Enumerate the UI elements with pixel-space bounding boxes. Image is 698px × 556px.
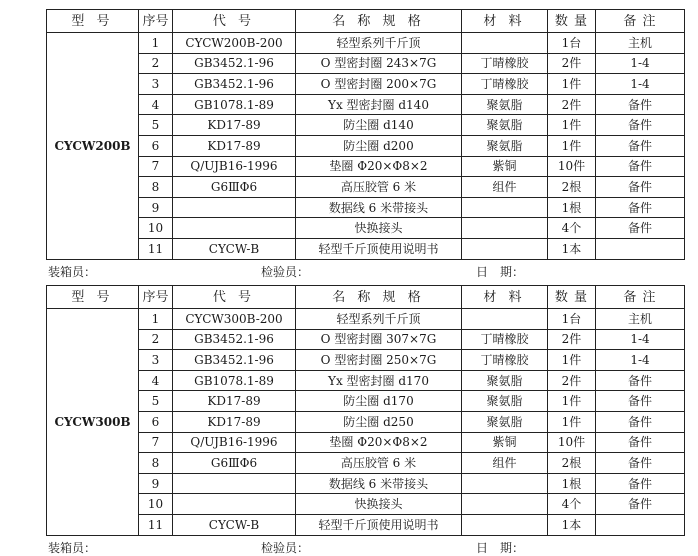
table-row (47, 370, 685, 391)
row-remark: 备件 (596, 411, 685, 432)
row-material (462, 514, 548, 535)
row-remark: 备件 (596, 494, 685, 515)
row-material: 聚氨脂 (462, 115, 548, 136)
row-no: 1 (139, 309, 173, 330)
row-code: Q/UJB16-1996 (173, 432, 296, 453)
header-no: 序号 (139, 286, 173, 309)
row-material: 丁晴橡胶 (462, 329, 548, 350)
row-no: 7 (139, 156, 173, 177)
row-code: KD17-89 (173, 115, 296, 136)
row-code: Q/UJB16-1996 (173, 156, 296, 177)
row-remark: 备件 (596, 94, 685, 115)
row-remark: 主机 (596, 33, 685, 54)
row-remark: 备件 (596, 218, 685, 239)
row-remark: 备件 (596, 432, 685, 453)
table-row (47, 197, 685, 218)
row-qty: 1台 (548, 309, 596, 330)
row-no: 10 (139, 218, 173, 239)
row-material: 丁晴橡胶 (462, 350, 548, 371)
row-no: 8 (139, 177, 173, 198)
model-cell: CYCW300B (47, 309, 139, 536)
row-name: 垫圈 Φ20×Φ8×2 (296, 156, 462, 177)
row-code: CYCW300B-200 (173, 309, 296, 330)
table-row (47, 33, 685, 54)
row-material: 聚氨脂 (462, 370, 548, 391)
row-remark (596, 514, 685, 535)
header-no: 序号 (139, 10, 173, 33)
row-qty: 2根 (548, 177, 596, 198)
row-name: O 型密封圈 250×7G (296, 350, 462, 371)
row-name: Yx 型密封圈 d140 (296, 94, 462, 115)
row-qty: 10件 (548, 432, 596, 453)
row-qty: 1台 (548, 33, 596, 54)
row-qty: 1根 (548, 473, 596, 494)
date-label: 日 期： (476, 264, 525, 279)
row-no: 10 (139, 494, 173, 515)
table-row (47, 94, 685, 115)
row-remark (596, 238, 685, 259)
row-code: GB3452.1-96 (173, 74, 296, 95)
row-no: 5 (139, 391, 173, 412)
row-code: CYCW200B-200 (173, 33, 296, 54)
table-row (47, 453, 685, 474)
row-no: 9 (139, 197, 173, 218)
row-material: 组件 (462, 177, 548, 198)
row-material (462, 218, 548, 239)
row-no: 4 (139, 370, 173, 391)
row-remark: 备件 (596, 197, 685, 218)
row-material: 聚氨脂 (462, 94, 548, 115)
row-material (462, 309, 548, 330)
table-row (47, 432, 685, 453)
model-cell: CYCW200B (47, 33, 139, 260)
row-no: 11 (139, 514, 173, 535)
row-remark: 备件 (596, 156, 685, 177)
table-row (47, 329, 685, 350)
row-qty: 1件 (548, 391, 596, 412)
row-code (173, 197, 296, 218)
row-code: KD17-89 (173, 411, 296, 432)
header-code: 代 号 (173, 10, 296, 33)
header-name: 名 称 规 格 (296, 286, 462, 309)
row-qty: 2件 (548, 329, 596, 350)
header-material: 材 料 (462, 286, 548, 309)
row-code: GB3452.1-96 (173, 329, 296, 350)
table-row (47, 473, 685, 494)
packer-label: 装箱员： (48, 540, 97, 555)
row-material: 紫铜 (462, 432, 548, 453)
packing-table (46, 9, 685, 260)
row-name: O 型密封圈 200×7G (296, 74, 462, 95)
row-qty: 1本 (548, 238, 596, 259)
row-remark: 主机 (596, 309, 685, 330)
row-material: 组件 (462, 453, 548, 474)
row-remark: 备件 (596, 473, 685, 494)
row-code: GB1078.1-89 (173, 94, 296, 115)
row-remark: 备件 (596, 177, 685, 198)
row-name: 快换接头 (296, 218, 462, 239)
row-qty: 4个 (548, 494, 596, 515)
inspector-label: 检验员： (261, 264, 310, 279)
row-remark: 1-4 (596, 74, 685, 95)
table-row (47, 135, 685, 156)
row-code: CYCW-B (173, 514, 296, 535)
row-code: GB3452.1-96 (173, 53, 296, 74)
row-no: 2 (139, 53, 173, 74)
row-no: 5 (139, 115, 173, 136)
row-material: 聚氨脂 (462, 411, 548, 432)
row-material: 丁晴橡胶 (462, 74, 548, 95)
row-qty: 1件 (548, 115, 596, 136)
header-remark: 备 注 (596, 10, 685, 33)
row-name: 高压胶管 6 米 (296, 453, 462, 474)
packing-list-2 (46, 285, 684, 554)
table-row (47, 411, 685, 432)
row-code (173, 218, 296, 239)
row-remark: 1-4 (596, 329, 685, 350)
header-row (47, 10, 685, 33)
row-name: 快换接头 (296, 494, 462, 515)
packing-table (46, 285, 685, 536)
row-qty: 2件 (548, 94, 596, 115)
row-qty: 10件 (548, 156, 596, 177)
header-code: 代 号 (173, 286, 296, 309)
row-name: O 型密封圈 243×7G (296, 53, 462, 74)
row-material: 丁晴橡胶 (462, 53, 548, 74)
row-remark: 备件 (596, 453, 685, 474)
row-no: 2 (139, 329, 173, 350)
row-code: CYCW-B (173, 238, 296, 259)
row-qty: 1件 (548, 74, 596, 95)
header-model: 型 号 (47, 10, 139, 33)
row-code (173, 494, 296, 515)
header-remark: 备 注 (596, 286, 685, 309)
row-name: 数据线 6 米带接头 (296, 197, 462, 218)
row-name: 防尘圈 d250 (296, 411, 462, 432)
row-qty: 1件 (548, 350, 596, 371)
row-material: 紫铜 (462, 156, 548, 177)
table-row (47, 514, 685, 535)
row-code: KD17-89 (173, 135, 296, 156)
row-name: 防尘圈 d170 (296, 391, 462, 412)
header-model: 型 号 (47, 286, 139, 309)
table-row (47, 309, 685, 330)
row-material: 聚氨脂 (462, 391, 548, 412)
inspector-label: 检验员： (261, 540, 310, 555)
row-no: 3 (139, 74, 173, 95)
row-qty: 2件 (548, 53, 596, 74)
row-name: 高压胶管 6 米 (296, 177, 462, 198)
row-code: GB1078.1-89 (173, 370, 296, 391)
header-row (47, 286, 685, 309)
row-no: 4 (139, 94, 173, 115)
row-code: G6ⅢΦ6 (173, 453, 296, 474)
row-code: KD17-89 (173, 391, 296, 412)
table-row (47, 74, 685, 95)
header-qty: 数 量 (548, 10, 596, 33)
row-remark: 备件 (596, 115, 685, 136)
row-qty: 1件 (548, 135, 596, 156)
table-row (47, 350, 685, 371)
row-qty: 4个 (548, 218, 596, 239)
table-row (47, 494, 685, 515)
table-row (47, 391, 685, 412)
row-remark: 1-4 (596, 53, 685, 74)
row-qty: 2件 (548, 370, 596, 391)
row-no: 6 (139, 411, 173, 432)
table-row (47, 238, 685, 259)
row-name: 轻型千斤顶使用说明书 (296, 514, 462, 535)
row-remark: 1-4 (596, 350, 685, 371)
table-row (47, 156, 685, 177)
row-qty: 1根 (548, 197, 596, 218)
table-row (47, 53, 685, 74)
row-no: 11 (139, 238, 173, 259)
row-remark: 备件 (596, 135, 685, 156)
row-no: 1 (139, 33, 173, 54)
row-name: O 型密封圈 307×7G (296, 329, 462, 350)
row-qty: 1本 (548, 514, 596, 535)
row-no: 9 (139, 473, 173, 494)
row-name: 轻型千斤顶使用说明书 (296, 238, 462, 259)
row-name: 数据线 6 米带接头 (296, 473, 462, 494)
row-material (462, 33, 548, 54)
row-name: Yx 型密封圈 d170 (296, 370, 462, 391)
packing-list-1 (46, 9, 684, 278)
row-material: 聚氨脂 (462, 135, 548, 156)
signature-footer (46, 260, 684, 278)
row-name: 防尘圈 d140 (296, 115, 462, 136)
row-qty: 1件 (548, 411, 596, 432)
row-material (462, 473, 548, 494)
row-remark: 备件 (596, 370, 685, 391)
row-material (462, 238, 548, 259)
row-no: 3 (139, 350, 173, 371)
row-no: 8 (139, 453, 173, 474)
header-name: 名 称 规 格 (296, 10, 462, 33)
header-material: 材 料 (462, 10, 548, 33)
table-row (47, 177, 685, 198)
row-name: 垫圈 Φ20×Φ8×2 (296, 432, 462, 453)
row-code (173, 473, 296, 494)
row-material (462, 494, 548, 515)
header-qty: 数 量 (548, 286, 596, 309)
packer-label: 装箱员： (48, 264, 97, 279)
row-code: GB3452.1-96 (173, 350, 296, 371)
row-name: 轻型系列千斤顶 (296, 309, 462, 330)
row-name: 防尘圈 d200 (296, 135, 462, 156)
table-row (47, 218, 685, 239)
row-remark: 备件 (596, 391, 685, 412)
date-label: 日 期： (476, 540, 525, 555)
row-material (462, 197, 548, 218)
table-row (47, 115, 685, 136)
row-no: 6 (139, 135, 173, 156)
row-name: 轻型系列千斤顶 (296, 33, 462, 54)
row-code: G6ⅢΦ6 (173, 177, 296, 198)
row-qty: 2根 (548, 453, 596, 474)
row-no: 7 (139, 432, 173, 453)
